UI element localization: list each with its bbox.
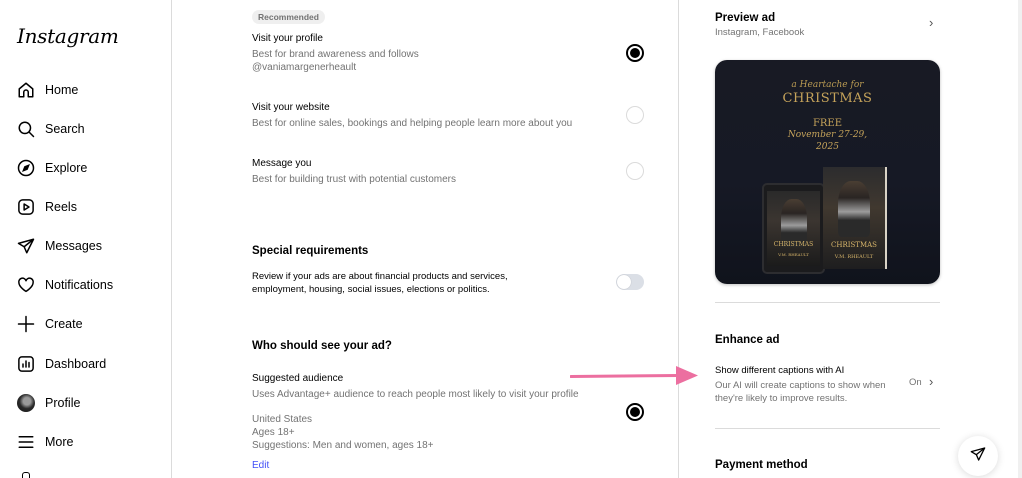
sidebar-item-more[interactable] [16, 428, 166, 456]
sidebar-item-notifications[interactable] [16, 271, 166, 299]
option-desc-visit-profile: Best for brand awareness and follows [252, 49, 419, 60]
ai-captions-title: Show different captions with AI [715, 365, 845, 376]
special-requirements-toggle[interactable] [616, 274, 644, 290]
ad-settings-main [172, 0, 679, 478]
recommended-badge: Recommended [252, 10, 325, 24]
option-desc-message-you: Best for building trust with potential customers [252, 174, 456, 185]
sidebar-item-messages[interactable] [16, 232, 166, 260]
option-title-message-you: Message you [252, 158, 312, 169]
avatar [17, 394, 35, 412]
home-icon [16, 80, 36, 100]
sidebar-item-dashboard[interactable] [16, 350, 166, 378]
ad-text-title: CHRISTMAS [782, 91, 873, 106]
book-cover-title: CHRISTMAS [831, 241, 877, 249]
audience-suggestions: Suggestions: Men and women, ages 18+ [252, 440, 434, 451]
payment-method-heading: Payment method [715, 459, 808, 471]
sidebar-item-label: Notifications [45, 278, 114, 292]
sidebar [0, 0, 172, 478]
sidebar-item-label: More [45, 435, 74, 449]
audience-location: United States [252, 414, 313, 425]
sidebar-item-create[interactable] [16, 310, 166, 338]
cover-figure [781, 199, 807, 247]
sidebar-item-label: Dashboard [45, 357, 107, 371]
instagram-logo[interactable]: Instagram [17, 24, 119, 48]
radio-suggested-audience[interactable] [626, 403, 644, 421]
radio-visit-profile[interactable] [626, 44, 644, 62]
option-title-visit-profile: Visit your profile [252, 33, 323, 44]
heart-icon [16, 275, 36, 295]
enhance-ad-heading: Enhance ad [715, 334, 780, 346]
option-desc-visit-website: Best for online sales, bookings and helping people learn more about you [252, 118, 573, 129]
divider [715, 428, 940, 429]
audience-ages: Ages 18+ [252, 427, 295, 438]
sidebar-item-label: Home [45, 83, 79, 97]
radio-message-you[interactable] [626, 162, 644, 180]
sidebar-item-label: Reels [45, 200, 77, 214]
sidebar-item-reels[interactable] [16, 193, 166, 221]
book-mockup [823, 167, 885, 269]
sidebar-item-explore[interactable] [16, 154, 166, 182]
cover-figure [838, 181, 870, 237]
book-cover-author: V.M. RHEAULT [834, 254, 874, 260]
sidebar-item-label: Messages [45, 239, 102, 253]
search-icon [16, 119, 36, 139]
tablet-screen [767, 191, 820, 266]
tablet-cover-author: V.M. RHEAULT [778, 252, 809, 257]
compass-icon [16, 158, 36, 178]
preview-ad-platforms: Instagram, Facebook [715, 27, 805, 38]
ad-text-year: 2025 [816, 142, 839, 152]
bar-chart-icon [16, 354, 36, 374]
sidebar-item-label: Search [45, 122, 85, 136]
sidebar-item-label: Explore [45, 161, 88, 175]
special-requirements-text: Review if your ads are about financial products and services, employment, housing, social issues, elections or politics. [252, 271, 508, 295]
ad-summary-panel [680, 0, 1022, 478]
ad-text-free: FREE [812, 118, 843, 129]
sidebar-item-label: Create [45, 317, 83, 331]
ai-captions-status: On [909, 377, 922, 388]
sidebar-item-search[interactable] [16, 115, 166, 143]
preview-ad-title: Preview ad [715, 12, 776, 24]
sidebar-item-label: Profile [45, 396, 81, 410]
paper-plane-icon [16, 236, 36, 256]
option-title-visit-website: Visit your website [252, 102, 330, 113]
ad-text-subtitle: a Heartache for [791, 80, 864, 90]
avatar-wrapper [16, 393, 36, 413]
menu-icon [16, 432, 36, 452]
plus-icon [16, 314, 36, 334]
sidebar-item-home[interactable] [16, 76, 166, 104]
audience-edit-link[interactable]: Edit [252, 460, 270, 471]
ai-captions-desc: Our AI will create captions to show when they're likely to improve results. [715, 380, 886, 404]
paper-plane-icon [970, 446, 986, 467]
ad-text-dates: November 27-29, [787, 130, 868, 140]
radio-visit-website[interactable] [626, 106, 644, 124]
tablet-mockup [762, 183, 825, 274]
audience-option-desc: Uses Advantage+ audience to reach people most likely to visit your profile [252, 389, 579, 400]
audience-option-title: Suggested audience [252, 373, 344, 384]
tablet-cover-title: CHRISTMAS [773, 241, 814, 248]
chevron-right-icon[interactable]: › [929, 15, 934, 30]
option-handle: @vaniamargenerheault [252, 62, 357, 73]
sidebar-item-profile[interactable] [16, 389, 166, 417]
messages-fab-button[interactable] [958, 436, 998, 476]
audience-heading: Who should see your ad? [252, 340, 392, 352]
reels-icon [16, 197, 36, 217]
chevron-right-icon[interactable]: › [929, 374, 934, 389]
divider [715, 302, 940, 303]
scrollbar[interactable] [1018, 0, 1022, 478]
special-requirements-heading: Special requirements [252, 245, 369, 257]
meta-icon-partial[interactable] [22, 472, 30, 478]
ad-preview-image[interactable] [715, 60, 940, 284]
